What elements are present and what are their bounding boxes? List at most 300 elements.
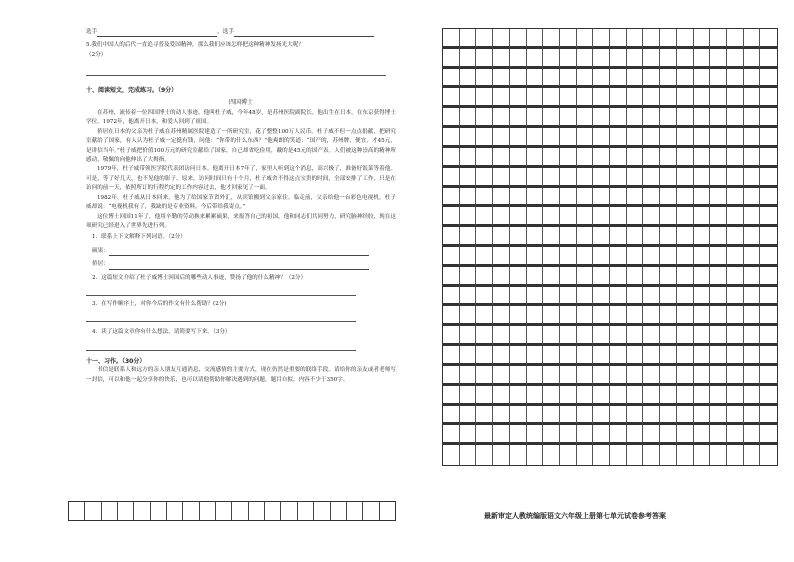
grid-cell[interactable] <box>560 346 577 366</box>
grid-cell[interactable] <box>443 148 460 168</box>
grid-cell[interactable] <box>694 49 711 69</box>
grid-cell[interactable] <box>610 247 627 267</box>
grid-cell[interactable] <box>760 247 777 267</box>
grid-cell[interactable] <box>543 267 560 287</box>
grid-cell[interactable] <box>593 287 610 307</box>
grid-cell[interactable] <box>627 267 644 287</box>
grid-cell[interactable] <box>677 445 694 465</box>
grid-cell[interactable] <box>593 247 610 267</box>
grid-cell[interactable] <box>527 69 544 89</box>
grid-cell[interactable] <box>543 88 560 108</box>
grid-cell[interactable] <box>677 69 694 89</box>
grid-cell[interactable] <box>610 326 627 346</box>
grid-cell[interactable] <box>610 168 627 188</box>
grid-cell[interactable] <box>460 88 477 108</box>
grid-cell[interactable] <box>593 386 610 406</box>
grid-cell[interactable] <box>593 188 610 208</box>
grid-cell[interactable] <box>460 287 477 307</box>
grid-cell[interactable] <box>443 306 460 326</box>
grid-cell[interactable] <box>593 29 610 49</box>
grid-cell[interactable] <box>476 445 493 465</box>
grid-cell[interactable] <box>510 188 527 208</box>
grid-cell[interactable] <box>560 227 577 247</box>
grid-cell[interactable] <box>727 406 744 426</box>
grid-cell[interactable] <box>694 425 711 445</box>
grid-cell[interactable] <box>727 326 744 346</box>
grid-cell[interactable] <box>727 188 744 208</box>
grid-cell[interactable] <box>694 29 711 49</box>
grid-cell[interactable] <box>593 69 610 89</box>
grid-cell[interactable] <box>727 108 744 128</box>
grid-cell[interactable] <box>493 366 510 386</box>
grid-cell[interactable] <box>577 168 594 188</box>
grid-cell[interactable] <box>476 88 493 108</box>
grid-cell[interactable] <box>560 267 577 287</box>
grid-cell[interactable] <box>710 207 727 227</box>
grid-cell[interactable] <box>577 326 594 346</box>
grid-cell[interactable] <box>727 29 744 49</box>
grid-cell[interactable] <box>677 29 694 49</box>
grid-cell[interactable] <box>493 88 510 108</box>
grid-cell[interactable] <box>744 148 761 168</box>
grid-cell[interactable] <box>460 227 477 247</box>
grid-cell[interactable] <box>643 366 660 386</box>
grid-cell[interactable] <box>560 29 577 49</box>
grid-cell[interactable] <box>527 267 544 287</box>
grid-cell[interactable] <box>660 29 677 49</box>
grid-cell[interactable] <box>610 386 627 406</box>
grid-cell[interactable] <box>694 306 711 326</box>
grid-cell[interactable] <box>677 168 694 188</box>
grid-cell[interactable] <box>744 425 761 445</box>
grid-cell[interactable] <box>577 128 594 148</box>
grid-cell[interactable] <box>610 227 627 247</box>
grid-cell[interactable] <box>527 88 544 108</box>
grid-cell[interactable] <box>760 287 777 307</box>
grid-cell[interactable] <box>610 306 627 326</box>
grid-cell[interactable] <box>627 207 644 227</box>
grid-cell[interactable] <box>443 366 460 386</box>
grid-cell[interactable] <box>643 148 660 168</box>
grid-cell[interactable] <box>643 287 660 307</box>
grid-cell[interactable] <box>677 207 694 227</box>
grid-cell[interactable] <box>443 207 460 227</box>
grid-cell[interactable] <box>710 128 727 148</box>
grid-cell[interactable] <box>710 267 727 287</box>
grid-cell[interactable] <box>643 247 660 267</box>
q3-answer-line[interactable] <box>86 312 356 322</box>
grid-cell[interactable] <box>443 88 460 108</box>
grid-cell[interactable] <box>610 267 627 287</box>
grid-cell[interactable] <box>493 267 510 287</box>
grid-cell[interactable] <box>460 148 477 168</box>
grid-cell[interactable] <box>694 148 711 168</box>
grid-cell[interactable] <box>643 326 660 346</box>
grid-cell[interactable] <box>727 168 744 188</box>
grid-cell[interactable] <box>476 306 493 326</box>
essay-grid-strip[interactable] <box>68 501 396 521</box>
grid-cell[interactable] <box>643 128 660 148</box>
grid-cell[interactable] <box>694 326 711 346</box>
grid-cell[interactable] <box>560 406 577 426</box>
grid-cell[interactable] <box>660 88 677 108</box>
grid-cell[interactable] <box>443 29 460 49</box>
grid-cell[interactable] <box>710 366 727 386</box>
grid-cell[interactable] <box>493 227 510 247</box>
grid-cell[interactable] <box>527 406 544 426</box>
grid-cell[interactable] <box>660 366 677 386</box>
grid-cell[interactable] <box>660 148 677 168</box>
grid-cell[interactable] <box>694 445 711 465</box>
grid-cell[interactable] <box>560 88 577 108</box>
grid-cell[interactable] <box>760 425 777 445</box>
grid-cell[interactable] <box>493 445 510 465</box>
grid-cell[interactable] <box>443 188 460 208</box>
grid-cell[interactable] <box>476 29 493 49</box>
grid-cell[interactable] <box>677 326 694 346</box>
grid-cell[interactable] <box>543 445 560 465</box>
grid-cell[interactable] <box>476 287 493 307</box>
grid-cell[interactable] <box>493 168 510 188</box>
grid-cell[interactable] <box>643 346 660 366</box>
grid-cell[interactable] <box>493 69 510 89</box>
grid-cell[interactable] <box>510 207 527 227</box>
grid-cell[interactable] <box>727 267 744 287</box>
grid-cell[interactable] <box>510 227 527 247</box>
grid-cell[interactable] <box>560 425 577 445</box>
grid-cell[interactable] <box>510 168 527 188</box>
grid-cell[interactable] <box>744 207 761 227</box>
grid-cell[interactable] <box>443 326 460 346</box>
grid-cell[interactable] <box>677 49 694 69</box>
grid-cell[interactable] <box>543 366 560 386</box>
grid-cell[interactable] <box>593 267 610 287</box>
grid-cell[interactable] <box>577 267 594 287</box>
grid-cell[interactable] <box>460 69 477 89</box>
grid-cell[interactable] <box>727 128 744 148</box>
grid-cell[interactable] <box>476 346 493 366</box>
grid-cell[interactable] <box>560 366 577 386</box>
grid-cell[interactable] <box>694 366 711 386</box>
essay-writing-grid[interactable] <box>442 28 778 466</box>
grid-cell[interactable] <box>610 366 627 386</box>
grid-cell[interactable] <box>476 267 493 287</box>
grid-cell[interactable] <box>510 148 527 168</box>
grid-cell[interactable] <box>727 366 744 386</box>
grid-cell[interactable] <box>627 306 644 326</box>
grid-cell[interactable] <box>527 207 544 227</box>
grid-cell[interactable] <box>560 326 577 346</box>
grid-cell[interactable] <box>610 425 627 445</box>
grid-cell[interactable] <box>593 425 610 445</box>
grid-cell[interactable] <box>760 445 777 465</box>
grid-cell[interactable] <box>560 207 577 227</box>
grid-cell[interactable] <box>744 69 761 89</box>
grid-cell[interactable] <box>493 188 510 208</box>
grid-cell[interactable] <box>493 148 510 168</box>
grid-cell[interactable] <box>627 386 644 406</box>
grid-cell[interactable] <box>493 386 510 406</box>
grid-cell[interactable] <box>493 29 510 49</box>
grid-cell[interactable] <box>677 247 694 267</box>
grid-cell[interactable] <box>577 346 594 366</box>
grid-cell[interactable] <box>610 148 627 168</box>
grid-cell[interactable] <box>510 49 527 69</box>
grid-cell[interactable] <box>710 69 727 89</box>
grid-cell[interactable] <box>577 366 594 386</box>
grid-cell[interactable] <box>627 29 644 49</box>
grid-cell[interactable] <box>660 346 677 366</box>
grid-cell[interactable] <box>760 69 777 89</box>
grid-cell[interactable] <box>527 326 544 346</box>
grid-cell[interactable] <box>476 386 493 406</box>
grid-cell[interactable] <box>643 267 660 287</box>
grid-cell[interactable] <box>744 267 761 287</box>
grid-cell[interactable] <box>760 148 777 168</box>
grid-cell[interactable] <box>710 88 727 108</box>
grid-cell[interactable] <box>543 188 560 208</box>
grid-cell[interactable] <box>660 406 677 426</box>
grid-cell[interactable] <box>560 306 577 326</box>
grid-cell[interactable] <box>744 346 761 366</box>
grid-cell[interactable] <box>560 386 577 406</box>
grid-cell[interactable] <box>760 128 777 148</box>
grid-cell[interactable] <box>727 88 744 108</box>
grid-cell[interactable] <box>760 188 777 208</box>
grid-cell[interactable] <box>493 306 510 326</box>
grid-cell[interactable] <box>476 326 493 346</box>
grid-cell[interactable] <box>710 425 727 445</box>
grid-cell[interactable] <box>677 148 694 168</box>
grid-cell[interactable] <box>727 386 744 406</box>
grid-cell[interactable] <box>694 69 711 89</box>
grid-cell[interactable] <box>543 69 560 89</box>
grid-cell[interactable] <box>527 346 544 366</box>
grid-cell[interactable] <box>476 227 493 247</box>
grid-cell[interactable] <box>710 49 727 69</box>
grid-cell[interactable] <box>710 148 727 168</box>
grid-cell[interactable] <box>694 88 711 108</box>
grid-cell[interactable] <box>476 406 493 426</box>
grid-cell[interactable] <box>744 445 761 465</box>
grid-cell[interactable] <box>560 287 577 307</box>
grid-cell[interactable] <box>543 406 560 426</box>
grid-cell[interactable] <box>577 108 594 128</box>
grid-cell[interactable] <box>677 306 694 326</box>
grid-cell[interactable] <box>610 108 627 128</box>
grid-cell[interactable] <box>677 227 694 247</box>
grid-cell[interactable] <box>627 445 644 465</box>
grid-cell[interactable] <box>560 108 577 128</box>
grid-cell[interactable] <box>493 128 510 148</box>
grid-cell[interactable] <box>627 227 644 247</box>
grid-cell[interactable] <box>527 247 544 267</box>
grid-cell[interactable] <box>593 326 610 346</box>
grid-cell[interactable] <box>577 445 594 465</box>
grid-cell[interactable] <box>710 227 727 247</box>
grid-cell[interactable] <box>744 108 761 128</box>
grid-cell[interactable] <box>694 247 711 267</box>
grid-cell[interactable] <box>660 247 677 267</box>
grid-cell[interactable] <box>543 326 560 346</box>
grid-cell[interactable] <box>460 247 477 267</box>
grid-cell[interactable] <box>527 227 544 247</box>
grid-cell[interactable] <box>577 425 594 445</box>
grid-cell[interactable] <box>727 425 744 445</box>
grid-cell[interactable] <box>543 108 560 128</box>
grid-cell[interactable] <box>460 49 477 69</box>
grid-cell[interactable] <box>493 406 510 426</box>
grid-cell[interactable] <box>577 49 594 69</box>
grid-cell[interactable] <box>760 207 777 227</box>
grid-cell[interactable] <box>627 326 644 346</box>
grid-cell[interactable] <box>476 207 493 227</box>
grid-cell[interactable] <box>694 227 711 247</box>
grid-cell[interactable] <box>443 128 460 148</box>
grid-cell[interactable] <box>543 346 560 366</box>
grid-cell[interactable] <box>760 29 777 49</box>
grid-cell[interactable] <box>710 445 727 465</box>
grid-cell[interactable] <box>694 287 711 307</box>
grid-cell[interactable] <box>510 445 527 465</box>
grid-cell[interactable] <box>643 306 660 326</box>
grid-cell[interactable] <box>643 227 660 247</box>
grid-cell[interactable] <box>476 366 493 386</box>
grid-cell[interactable] <box>527 29 544 49</box>
grid-cell[interactable] <box>476 49 493 69</box>
grid-cell[interactable] <box>677 406 694 426</box>
grid-cell[interactable] <box>643 168 660 188</box>
grid-cell[interactable] <box>476 69 493 89</box>
grid-cell[interactable] <box>744 326 761 346</box>
grid-cell[interactable] <box>510 88 527 108</box>
grid-cell[interactable] <box>627 366 644 386</box>
grid-cell[interactable] <box>694 346 711 366</box>
grid-cell[interactable] <box>527 386 544 406</box>
grid-cell[interactable] <box>627 168 644 188</box>
grid-cell[interactable] <box>593 49 610 69</box>
grid-cell[interactable] <box>460 188 477 208</box>
grid-cell[interactable] <box>543 425 560 445</box>
grid-cell[interactable] <box>577 207 594 227</box>
grid-cell[interactable] <box>476 247 493 267</box>
grid-cell[interactable] <box>460 386 477 406</box>
grid-cell[interactable] <box>710 287 727 307</box>
grid-cell[interactable] <box>760 306 777 326</box>
grid-cell[interactable] <box>677 267 694 287</box>
grid-cell[interactable] <box>543 168 560 188</box>
grid-cell[interactable] <box>694 207 711 227</box>
grid-cell[interactable] <box>677 287 694 307</box>
grid-cell[interactable] <box>627 128 644 148</box>
grid-cell[interactable] <box>744 227 761 247</box>
grid-cell[interactable] <box>710 29 727 49</box>
grid-cell[interactable] <box>460 168 477 188</box>
grid-cell[interactable] <box>493 326 510 346</box>
grid-cell[interactable] <box>744 168 761 188</box>
grid-cell[interactable] <box>560 188 577 208</box>
grid-cell[interactable] <box>760 108 777 128</box>
grid-cell[interactable] <box>727 247 744 267</box>
grid-cell[interactable] <box>727 306 744 326</box>
grid-cell[interactable] <box>527 287 544 307</box>
grid-cell[interactable] <box>577 386 594 406</box>
grid-cell[interactable] <box>593 406 610 426</box>
grid-cell[interactable] <box>460 326 477 346</box>
grid-cell[interactable] <box>593 108 610 128</box>
grid-cell[interactable] <box>710 306 727 326</box>
grid-cell[interactable] <box>627 88 644 108</box>
grid-cell[interactable] <box>660 386 677 406</box>
grid-cell[interactable] <box>643 406 660 426</box>
grid-cell[interactable] <box>660 168 677 188</box>
grid-cell[interactable] <box>627 406 644 426</box>
grid-cell[interactable] <box>560 49 577 69</box>
grid-cell[interactable] <box>660 227 677 247</box>
grid-cell[interactable] <box>710 346 727 366</box>
grid-cell[interactable] <box>694 406 711 426</box>
grid-cell[interactable] <box>694 188 711 208</box>
q5-answer-line[interactable] <box>86 66 386 76</box>
grid-cell[interactable] <box>543 128 560 148</box>
grid-cell[interactable] <box>660 188 677 208</box>
grid-cell[interactable] <box>493 247 510 267</box>
grid-cell[interactable] <box>610 49 627 69</box>
grid-cell[interactable] <box>744 366 761 386</box>
grid-cell[interactable] <box>660 49 677 69</box>
grid-cell[interactable] <box>476 188 493 208</box>
grid-cell[interactable] <box>643 69 660 89</box>
grid-cell[interactable] <box>610 128 627 148</box>
grid-cell[interactable] <box>760 346 777 366</box>
grid-cell[interactable] <box>643 445 660 465</box>
grid-cell[interactable] <box>610 29 627 49</box>
grid-cell[interactable] <box>577 247 594 267</box>
grid-cell[interactable] <box>677 425 694 445</box>
grid-cell[interactable] <box>510 346 527 366</box>
q1-word2-blank[interactable] <box>109 269 369 270</box>
grid-cell[interactable] <box>577 88 594 108</box>
grid-cell[interactable] <box>744 188 761 208</box>
grid-cell[interactable] <box>476 148 493 168</box>
grid-cell[interactable] <box>593 346 610 366</box>
grid-cell[interactable] <box>677 386 694 406</box>
grid-cell[interactable] <box>744 406 761 426</box>
grid-cell[interactable] <box>744 49 761 69</box>
grid-cell[interactable] <box>460 128 477 148</box>
grid-cell[interactable] <box>677 346 694 366</box>
grid-cell[interactable] <box>443 49 460 69</box>
grid-cell[interactable] <box>560 168 577 188</box>
grid-cell[interactable] <box>627 188 644 208</box>
grid-cell[interactable] <box>760 406 777 426</box>
grid-cell[interactable] <box>560 69 577 89</box>
grid-cell[interactable] <box>677 188 694 208</box>
grid-cell[interactable] <box>760 267 777 287</box>
grid-cell[interactable] <box>610 346 627 366</box>
grid-cell[interactable] <box>660 128 677 148</box>
grid-cell[interactable] <box>443 346 460 366</box>
grid-cell[interactable] <box>760 326 777 346</box>
grid-cell[interactable] <box>660 306 677 326</box>
grid-cell[interactable] <box>593 227 610 247</box>
grid-cell[interactable] <box>744 88 761 108</box>
grid-cell[interactable] <box>760 88 777 108</box>
grid-cell[interactable] <box>694 128 711 148</box>
grid-cell[interactable] <box>710 326 727 346</box>
grid-cell[interactable] <box>593 148 610 168</box>
grid-cell[interactable] <box>543 247 560 267</box>
